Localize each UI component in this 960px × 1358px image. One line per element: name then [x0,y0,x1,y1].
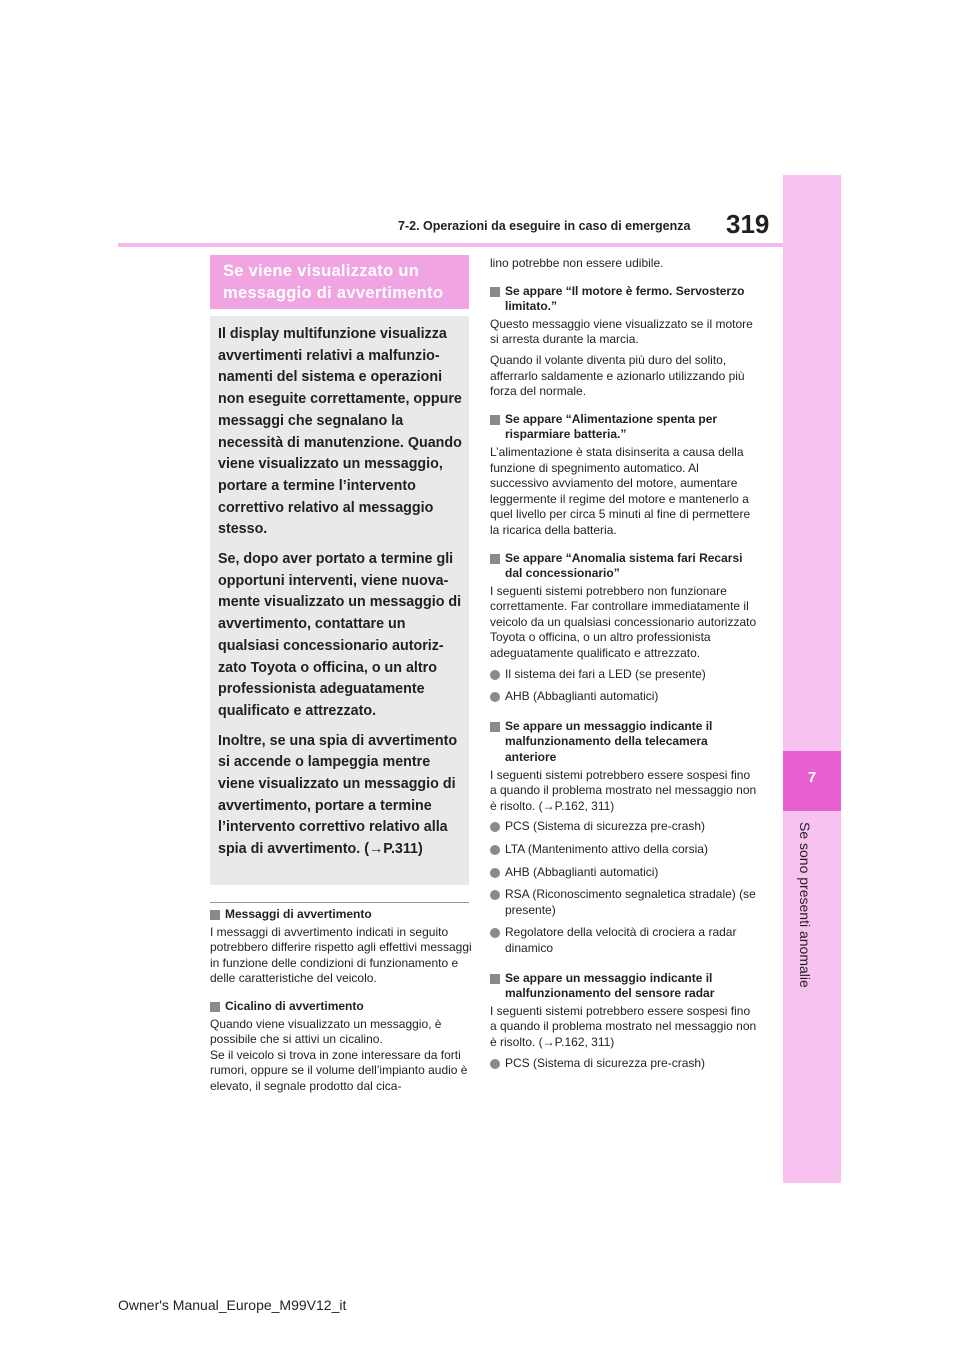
square-bullet-icon [210,1002,220,1012]
chapter-side-tab [783,175,841,1183]
page-number: 319 [726,209,770,239]
heading-line-1: Se viene visualizzato un [223,262,420,280]
list-item: AHB (Abbaglianti automatici) [490,865,758,881]
chapter-number: 7 [807,769,817,786]
list-item: RSA (Riconoscimento segnaletica stradale) (se presente) [490,887,758,918]
paragraph: lino potrebbe non essere udibile. [490,256,664,270]
paragraph: Quando il volante diventa più duro del solito, afferrarlo saldamente e azionarlo utilizzando più forza del normale. [490,352,745,399]
list-item: LTA (Mantenimento attivo della corsia) [490,842,758,858]
intro-paragraph-1: Il display multifunzione visualizza avvertimenti relativi a malfunzionamenti del sistema e operazioni non eseguite correttamente, oppure messaggi che segnalano la necessità di manutenzione. Quando viene visualizzato un messaggio, portare a termine l’intervento correttivo relativo al messaggio stesso. [218,326,462,538]
subheading: Se appare un messaggio indicante il malfunzionamento della telecamera anteriore [490,719,758,766]
list-item: PCS (Sistema di sicurezza pre-crash) [490,1056,758,1072]
paragraph: I messaggi di avvertimento indicati in seguito potrebbero differire rispetto agli effettivi messaggi in funzione delle condizioni di funzionamento e delle caratteristiche del veicolo. [210,924,472,986]
square-bullet-icon [490,722,500,732]
intro-box [210,316,469,885]
round-bullet-icon [490,1059,500,1069]
round-bullet-icon [490,890,500,900]
paragraph: L’alimentazione è stata disinserita a causa della funzione di spegnimento automatico. Al successivo avviamento del motore, aumentare leggermente il regime del motore e mantenerlo a quel livello per circa 5 minuti al fine di permettere la ricarica della batteria. [490,444,751,537]
right-column [490,256,758,1078]
intro-paragraph-3: Inoltre, se una spia di avvertimento si accende o lampeggia mentre viene visualizzato un messaggio di avvertimento, portare a termine l’intervento correttivo relativo alla spia di avvertimento. (→P.311) [218,732,458,858]
square-bullet-icon [490,287,500,297]
list-item: Regolatore della velocità di crociera a radar dinamico [490,925,758,956]
round-bullet-icon [490,692,500,702]
square-bullet-icon [490,415,500,425]
header-rule [118,243,840,247]
section-heading [210,255,469,309]
list-item: PCS (Sistema di sicurezza pre-crash) [490,819,758,835]
round-bullet-icon [490,670,500,680]
chapter-title: Se sono presenti anomalie [797,822,813,988]
paragraph: I seguenti sistemi potrebbero non funzionare correttamente. Far controllare immediatamente il veicolo da un qualsiasi concessionario autorizzato Toyota o officina, o un altro professionista adeguatamente qualificato e attrezzato. [490,583,757,661]
list-item: Il sistema dei fari a LED (se presente) [490,667,758,683]
paragraph: Questo messaggio viene visualizzato se il motore si arresta durante la marcia. [490,316,753,347]
round-bullet-icon [490,845,500,855]
divider [210,902,469,903]
paragraph: Quando viene visualizzato un messaggio, è possibile che si attivi un cicalino. [210,1016,442,1047]
heading-line-2: messaggio di avvertimento [223,284,444,302]
square-bullet-icon [490,554,500,564]
footer-text: Owner's Manual_Europe_M99V12_it [118,1297,347,1313]
paragraph: Se il veicolo si trova in zone interessare da forti rumori, oppure se il volume dell’impianto audio è elevato, il segnale prodotto dal cica- [210,1047,468,1093]
paragraph: I seguenti sistemi potrebbero essere sospesi fino a quando il problema mostrato nel messaggio non è risolto. (→P.162, 311) [490,1003,757,1049]
intro-paragraph-2: Se, dopo aver portato a termine gli opportuni interventi, viene nuovamente visualizzato un messaggio di avvertimento, contattare un qualsiasi concessionario autorizzato Toyota o officina, o un altro professionista adeguatamente qualificato e attrezzato. [218,551,462,719]
round-bullet-icon [490,822,500,832]
square-bullet-icon [210,910,220,920]
round-bullet-icon [490,868,500,878]
subheading: Messaggi di avvertimento [210,907,472,923]
subheading: Se appare “Il motore è fermo. Servosterzo limitato.” [490,284,758,315]
section-title: 7-2. Operazioni da eseguire in caso di emergenza [398,219,691,233]
subheading: Se appare “Anomalia sistema fari Recarsi dal concessionario” [490,551,758,582]
square-bullet-icon [490,974,500,984]
list-item: AHB (Abbaglianti automatici) [490,689,758,705]
subheading: Se appare “Alimentazione spenta per risparmiare batteria.” [490,412,758,443]
subheading: Cicalino di avvertimento [210,999,472,1015]
subheading: Se appare un messaggio indicante il malfunzionamento del sensore radar [490,971,758,1002]
round-bullet-icon [490,928,500,938]
paragraph: I seguenti sistemi potrebbero essere sospesi fino a quando il problema mostrato nel messaggio non è risolto. (→P.162, 311) [490,767,757,813]
left-column [210,907,472,1100]
